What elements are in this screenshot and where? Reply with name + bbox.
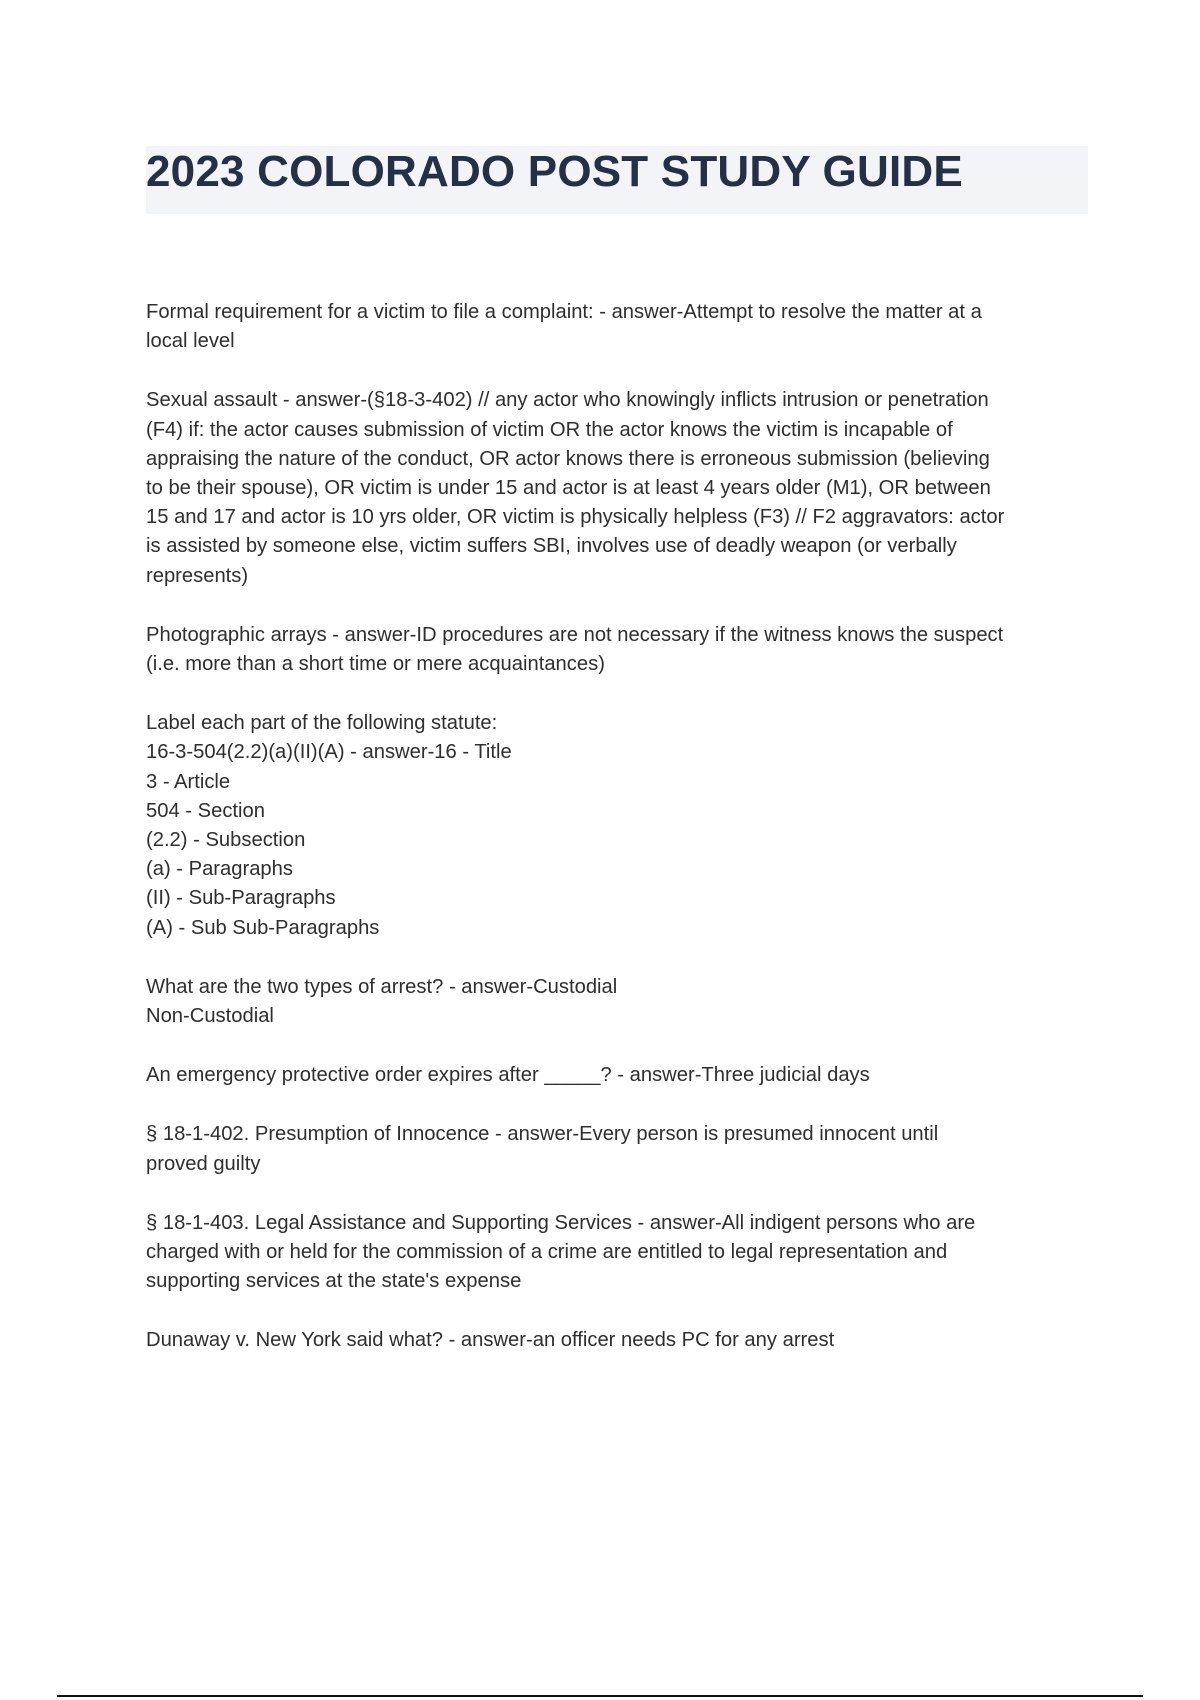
qa-line: represents) bbox=[146, 564, 249, 587]
qa-line: (2.2) - Subsection bbox=[146, 829, 306, 852]
qa-line: (i.e. more than a short time or mere acquaintances) bbox=[146, 653, 605, 676]
qa-line: Label each part of the following statute: bbox=[146, 712, 498, 735]
qa-line: What are the two types of arrest? - answer-Custodial bbox=[146, 975, 618, 998]
qa-line: (F4) if: the actor causes submission of victim OR the actor knows the victim is incapable of bbox=[146, 418, 953, 441]
qa-line: § 18-1-403. Legal Assistance and Supporting Services - answer-All indigent persons who are bbox=[146, 1211, 976, 1234]
qa-line: § 18-1-402. Presumption of Innocence - answer-Every person is presumed innocent until bbox=[146, 1123, 939, 1146]
document-title: 2023 COLORADO POST STUDY GUIDE bbox=[146, 147, 963, 196]
qa-line: local level bbox=[146, 330, 235, 353]
qa-line: An emergency protective order expires after _____? - answer-Three judicial days bbox=[146, 1064, 870, 1087]
qa-line: 15 and 17 and actor is 10 yrs older, OR victim is physically helpless (F3) // F2 aggravators: actor bbox=[146, 506, 1005, 529]
qa-line: 3 - Article bbox=[146, 770, 231, 793]
qa-line: 16-3-504(2.2)(a)(II)(A) - answer-16 - Title bbox=[146, 741, 512, 764]
qa-entry bbox=[146, 709, 1092, 943]
qa-entry bbox=[146, 1061, 1092, 1090]
qa-line: Sexual assault - answer-(§18-3-402) // any actor who knowingly inflicts intrusion or penetration bbox=[146, 389, 989, 412]
qa-entry bbox=[146, 1120, 1092, 1178]
qa-line: (A) - Sub Sub-Paragraphs bbox=[146, 916, 380, 939]
qa-line: charged with or held for the commission of a crime are entitled to legal representation and bbox=[146, 1241, 948, 1264]
qa-entry bbox=[146, 973, 1092, 1031]
qa-entry bbox=[146, 1326, 1092, 1355]
qa-line: supporting services at the state's expense bbox=[146, 1270, 522, 1293]
qa-line: (a) - Paragraphs bbox=[146, 858, 293, 881]
qa-line: 504 - Section bbox=[146, 799, 265, 822]
qa-line: proved guilty bbox=[146, 1152, 261, 1175]
qa-entry bbox=[146, 1209, 1092, 1297]
qa-line: Photographic arrays - answer-ID procedures are not necessary if the witness knows the suspect bbox=[146, 623, 1004, 646]
study-guide-content bbox=[146, 298, 1092, 1386]
qa-line: Non-Custodial bbox=[146, 1005, 274, 1028]
qa-entry bbox=[146, 621, 1092, 679]
qa-entry bbox=[146, 298, 1092, 356]
qa-entry bbox=[146, 386, 1092, 590]
qa-line: appraising the nature of the conduct, OR actor knows there is erroneous submission (believing bbox=[146, 447, 990, 470]
qa-line: is assisted by someone else, victim suffers SBI, involves use of deadly weapon (or verbally bbox=[146, 535, 957, 558]
qa-line: Dunaway v. New York said what? - answer-an officer needs PC for any arrest bbox=[146, 1329, 835, 1352]
qa-line: Formal requirement for a victim to file a complaint: - answer-Attempt to resolve the matter at a bbox=[146, 301, 982, 323]
qa-line: to be their spouse), OR victim is under 15 and actor is at least 4 years older (M1), OR between bbox=[146, 477, 991, 500]
footer-divider bbox=[57, 1695, 1143, 1697]
qa-line: (II) - Sub-Paragraphs bbox=[146, 887, 336, 910]
